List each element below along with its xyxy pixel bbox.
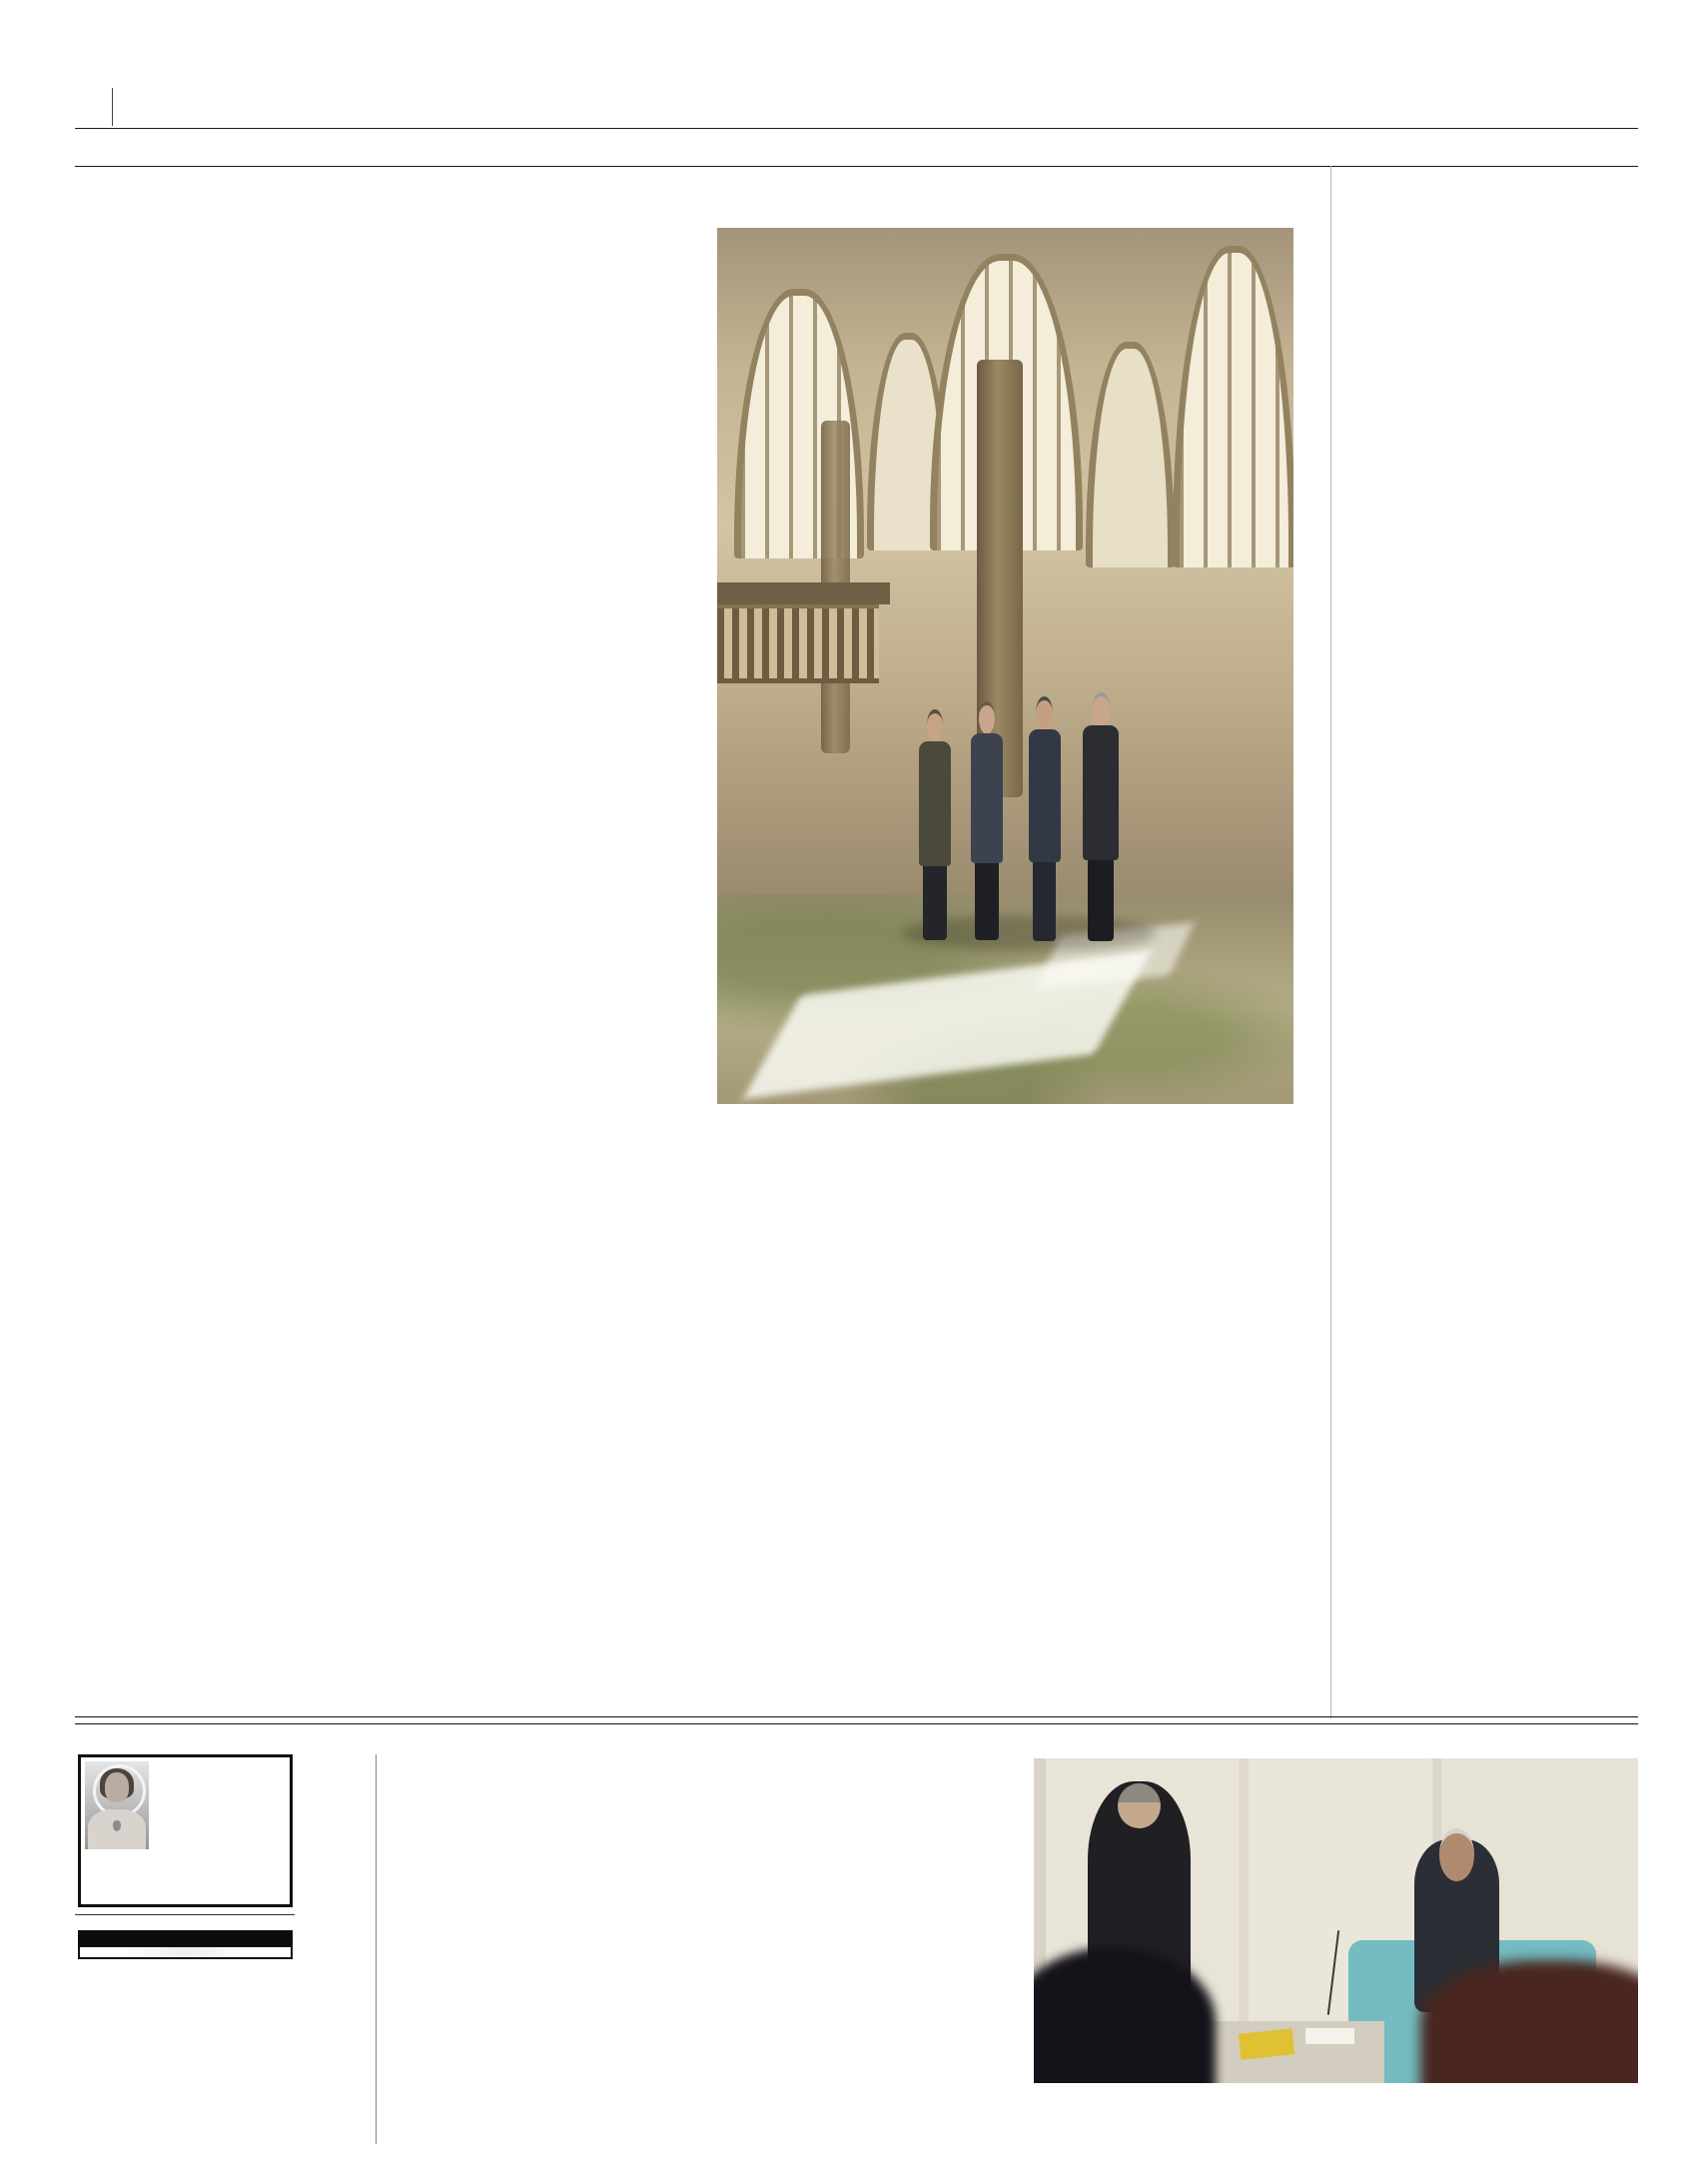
main-article-column-3 [721,1457,1004,1722]
person-figure [1029,696,1061,928]
main-article-column-2 [400,629,687,1720]
column-divider [1330,166,1331,1718]
ad-body-text [78,1947,293,1959]
gothic-window [1173,246,1293,568]
ad-cocina-economica [78,1930,293,1959]
book-presentation-photo [1034,1758,1638,2083]
header-rule [75,128,1638,129]
ad-header [78,1930,293,1947]
mic-stand [1327,1930,1339,2014]
boar-article-body [1353,497,1625,1721]
masthead-divider [112,88,113,126]
papers [1305,2028,1353,2044]
main-article-column-1 [85,629,375,1720]
content-rule [75,166,1638,167]
main-article-column-4 [1012,1185,1294,1722]
ads-divider [75,1914,295,1915]
person-figure [971,701,1003,929]
jesus-image [85,1761,149,1849]
cathedral-tower-photo [717,228,1293,1104]
balustrade [717,604,879,683]
section-separator [75,1716,1638,1724]
person-figure [919,709,951,928]
column-divider [376,1754,377,2144]
stone-ledge [717,582,890,604]
ad-agradecimiento [78,1754,293,1907]
audience-head [1420,1960,1638,2084]
gothic-window [1086,342,1175,567]
person-figure [1083,692,1119,929]
